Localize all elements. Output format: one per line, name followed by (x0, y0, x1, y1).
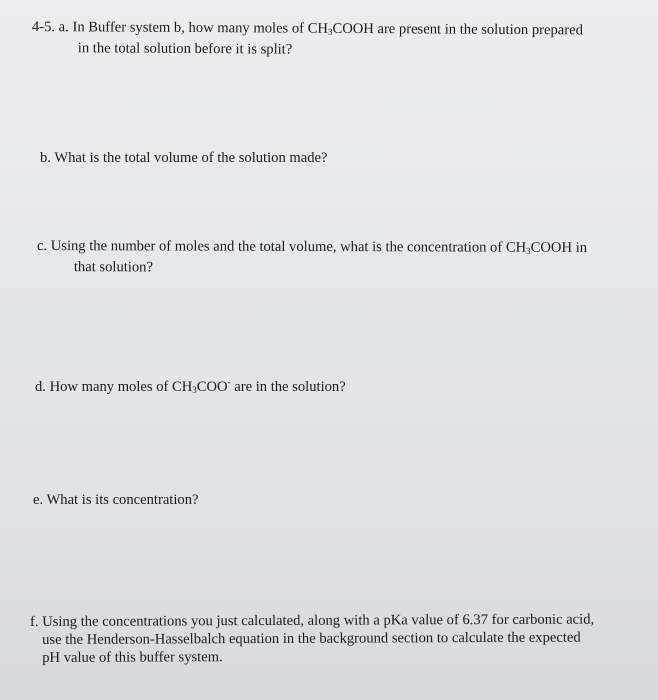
subscript: 3 (192, 385, 197, 395)
question-b (40, 149, 328, 167)
question-c (37, 237, 587, 278)
question-e-text: e. What is its concentration? (33, 492, 199, 508)
question-c-line2: that solution? (73, 259, 153, 276)
question-d-text-start: d. How many moles of CH (35, 379, 193, 395)
question-number: 4-5. (31, 18, 56, 36)
question-f-line3: pH value of this buffer system. (42, 649, 223, 666)
superscript: - (227, 377, 231, 387)
subscript: 3 (327, 26, 333, 37)
subscript: 3 (526, 245, 531, 256)
question-c-text-start: c. Using the number of moles and the total volume, what is the concentration of CH (36, 238, 527, 256)
question-d-formula: COO (196, 379, 228, 395)
question-f (30, 611, 594, 667)
question-f-line1: f. Using the concentrations you just calculated, along with a pKa value of 6.37 for carbonic acid, (30, 611, 595, 630)
question-e (33, 491, 198, 509)
question-d (35, 373, 346, 399)
question-a-text-start: a. In Buffer system b, how many moles of CH (58, 19, 329, 37)
question-b-text: b. What is the total volume of the solution made? (40, 150, 328, 166)
question-a-line2: in the total solution before it is split? (77, 40, 293, 58)
question-d-text-end: are in the solution? (230, 379, 346, 395)
question-a-text-end: COOH are present in the solution prepared (332, 20, 583, 39)
question-a (32, 18, 583, 60)
question-c-text-end: COOH in (530, 239, 588, 256)
question-f-line2: use the Henderson-Hasselbalch equation in the background section to calculate the expected (42, 629, 581, 648)
